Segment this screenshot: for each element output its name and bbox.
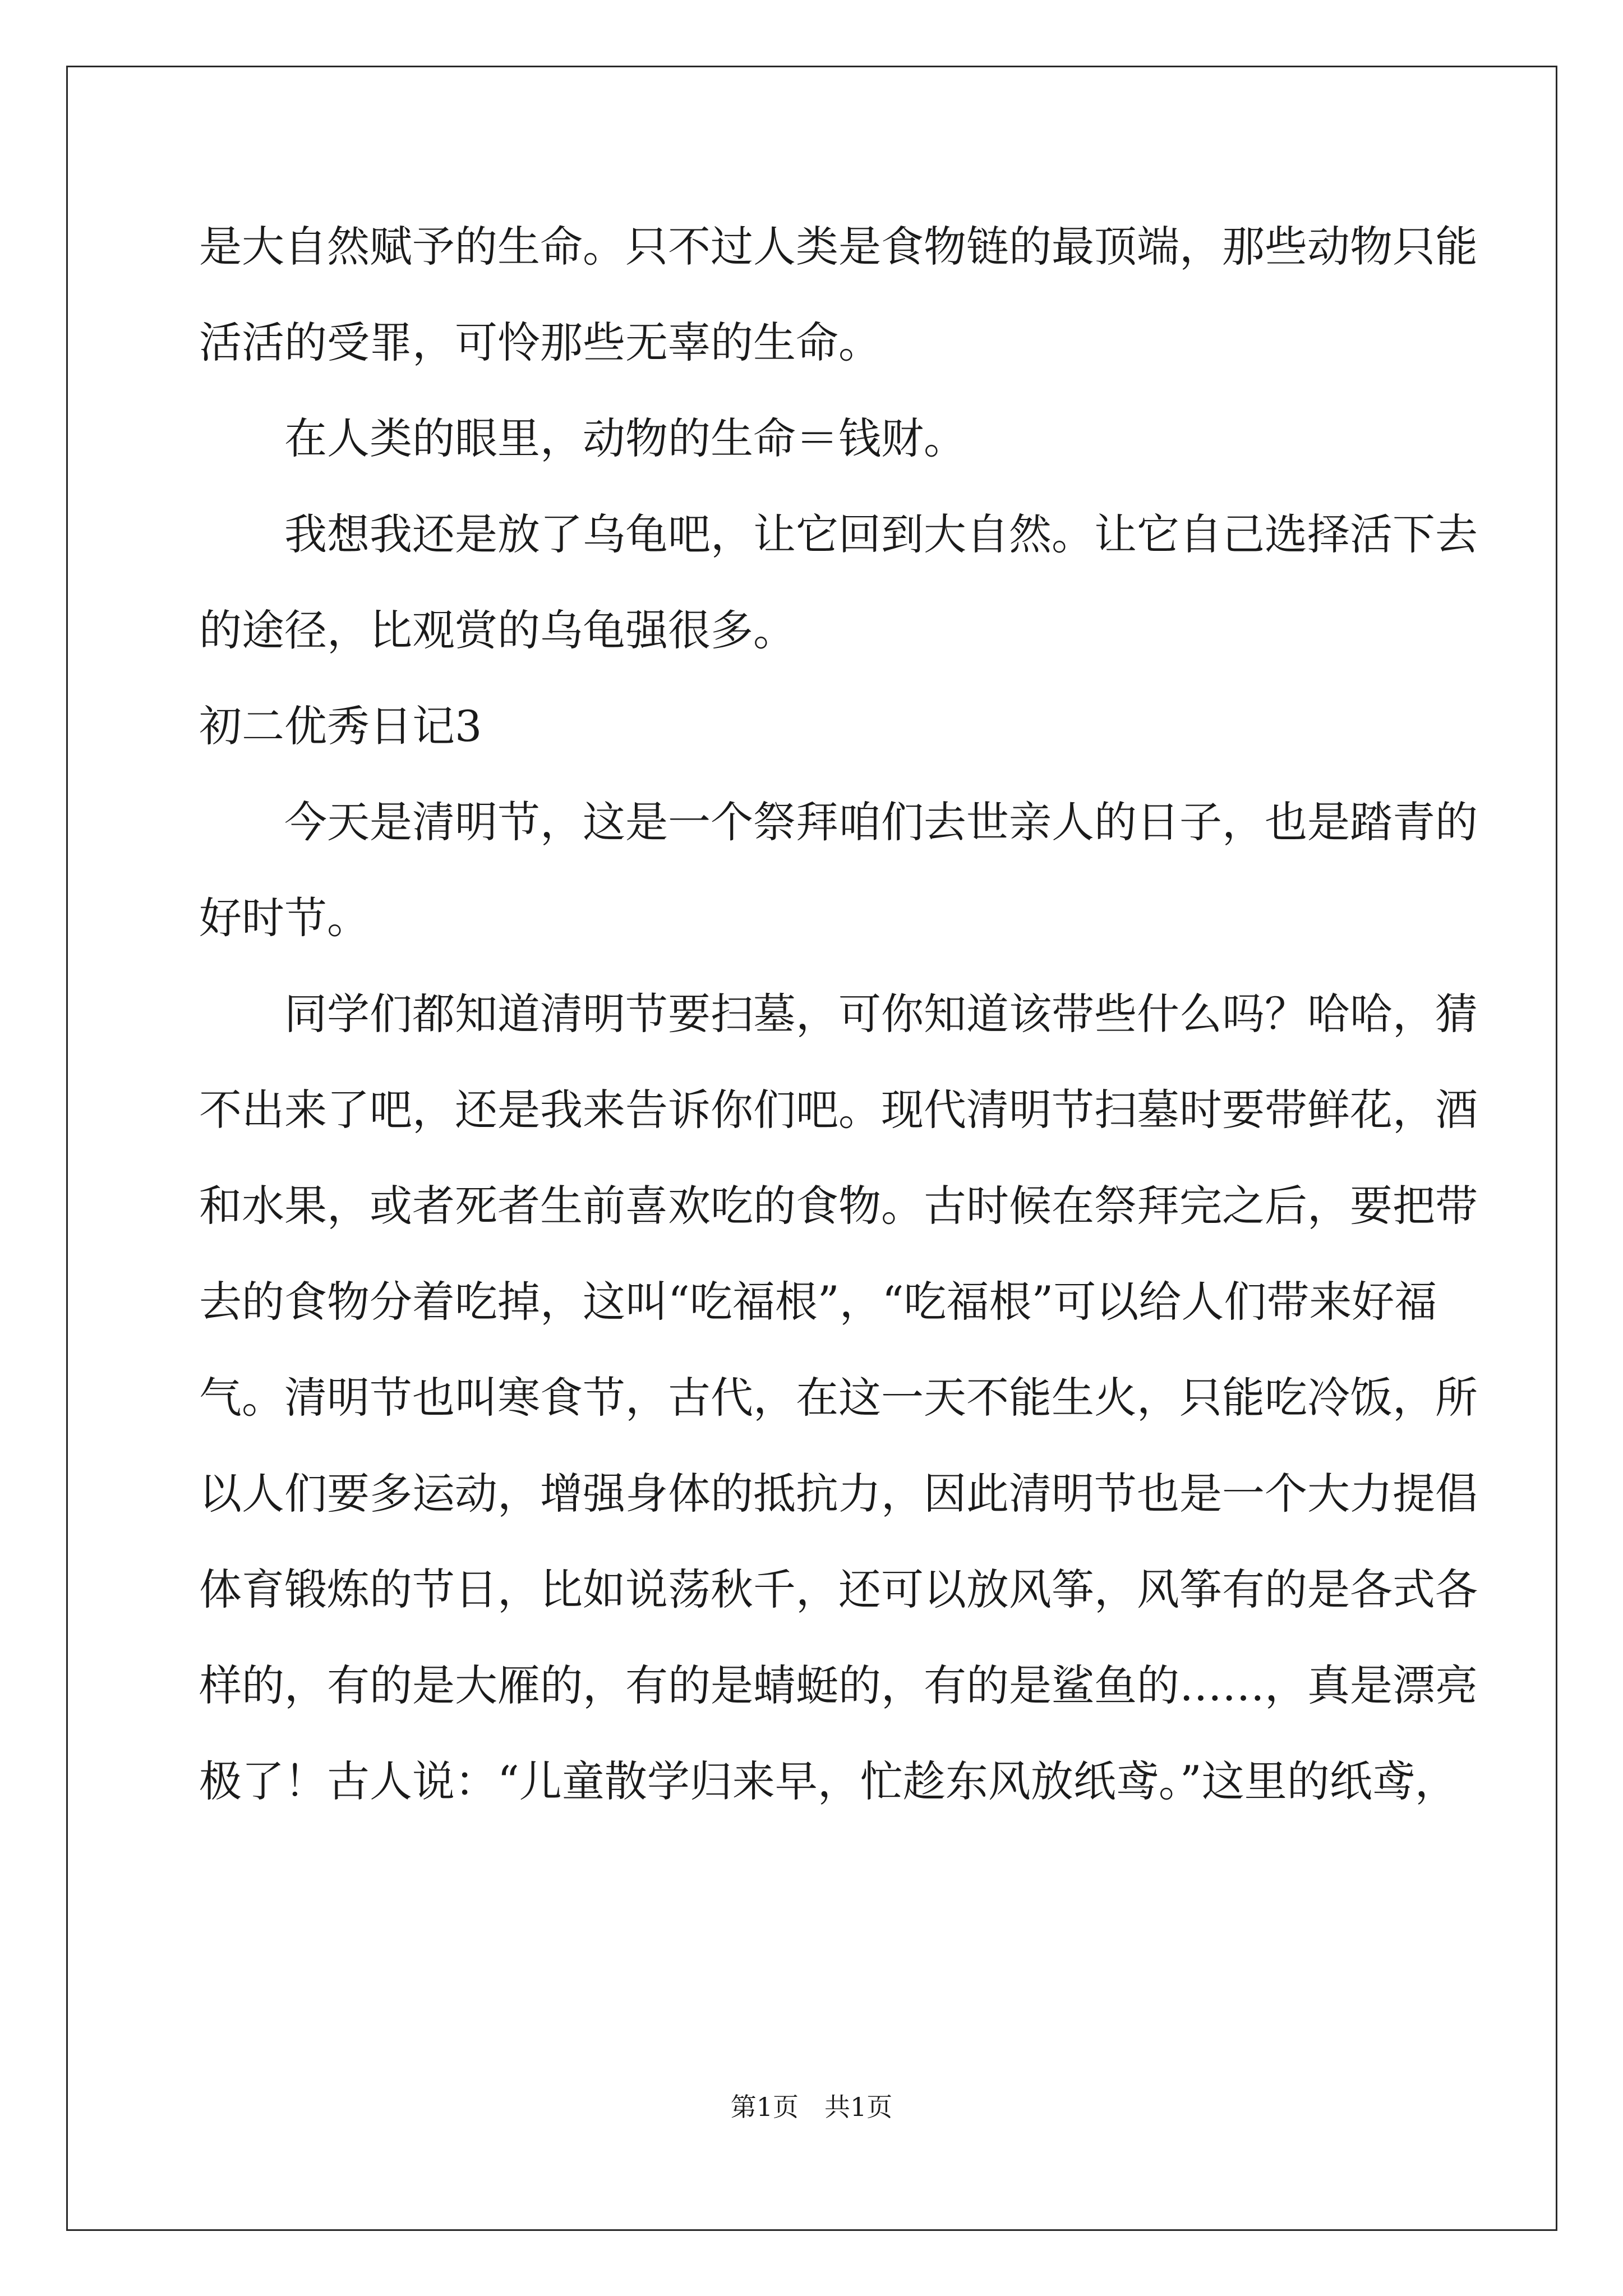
text-line: 同学们都知道清明节要扫墓，可你知道该带些什么吗？哈哈，猜: [199, 989, 1478, 1039]
text-line: 今天是清明节，这是一个祭拜咱们去世亲人的日子，也是踏青的: [199, 797, 1478, 847]
text-line: 在人类的眼里，动物的生命＝钱财。: [199, 413, 966, 463]
text-line: 和水果，或者死者生前喜欢吃的食物。古时候在祭拜完之后，要把带: [199, 1181, 1478, 1231]
text-line: 以人们要多运动，增强身体的抵抗力，因此清明节也是一个大力提倡: [199, 1469, 1478, 1519]
text-line: 我想我还是放了乌龟吧，让它回到大自然。让它自己选择活下去: [199, 509, 1478, 559]
text-line: 好时节。: [199, 893, 370, 943]
text-line: 体育锻炼的节日，比如说荡秋千，还可以放风筝，风筝有的是各式各: [199, 1565, 1478, 1614]
text-line: 气。清明节也叫寒食节，古代，在这一天不能生火，只能吃冷饭，所: [199, 1373, 1478, 1423]
page-number-footer: 第1页 共1页: [730, 2092, 893, 2122]
text-line: 不出来了吧，还是我来告诉你们吧。现代清明节扫墓时要带鲜花，酒: [199, 1085, 1478, 1135]
text-line: 极了！古人说：“儿童散学归来早，忙趁东风放纸鸢。”这里的纸鸢，: [199, 1756, 1458, 1806]
text-line: 样的，有的是大雁的，有的是蜻蜓的，有的是鲨鱼的……，真是漂亮: [199, 1660, 1478, 1710]
section-heading: 初二优秀日记3: [199, 701, 482, 751]
page-border: [66, 66, 1557, 2231]
text-line: 活活的受罪，可怜那些无辜的生命。: [199, 318, 881, 367]
text-line: 是大自然赋予的生命。只不过人类是食物链的最顶端，那些动物只能: [199, 222, 1478, 272]
text-line: 去的食物分着吃掉，这叫“吃福根”，“吃福根”可以给人们带来好福: [199, 1277, 1437, 1327]
text-line: 的途径，比观赏的乌龟强很多。: [199, 605, 796, 655]
